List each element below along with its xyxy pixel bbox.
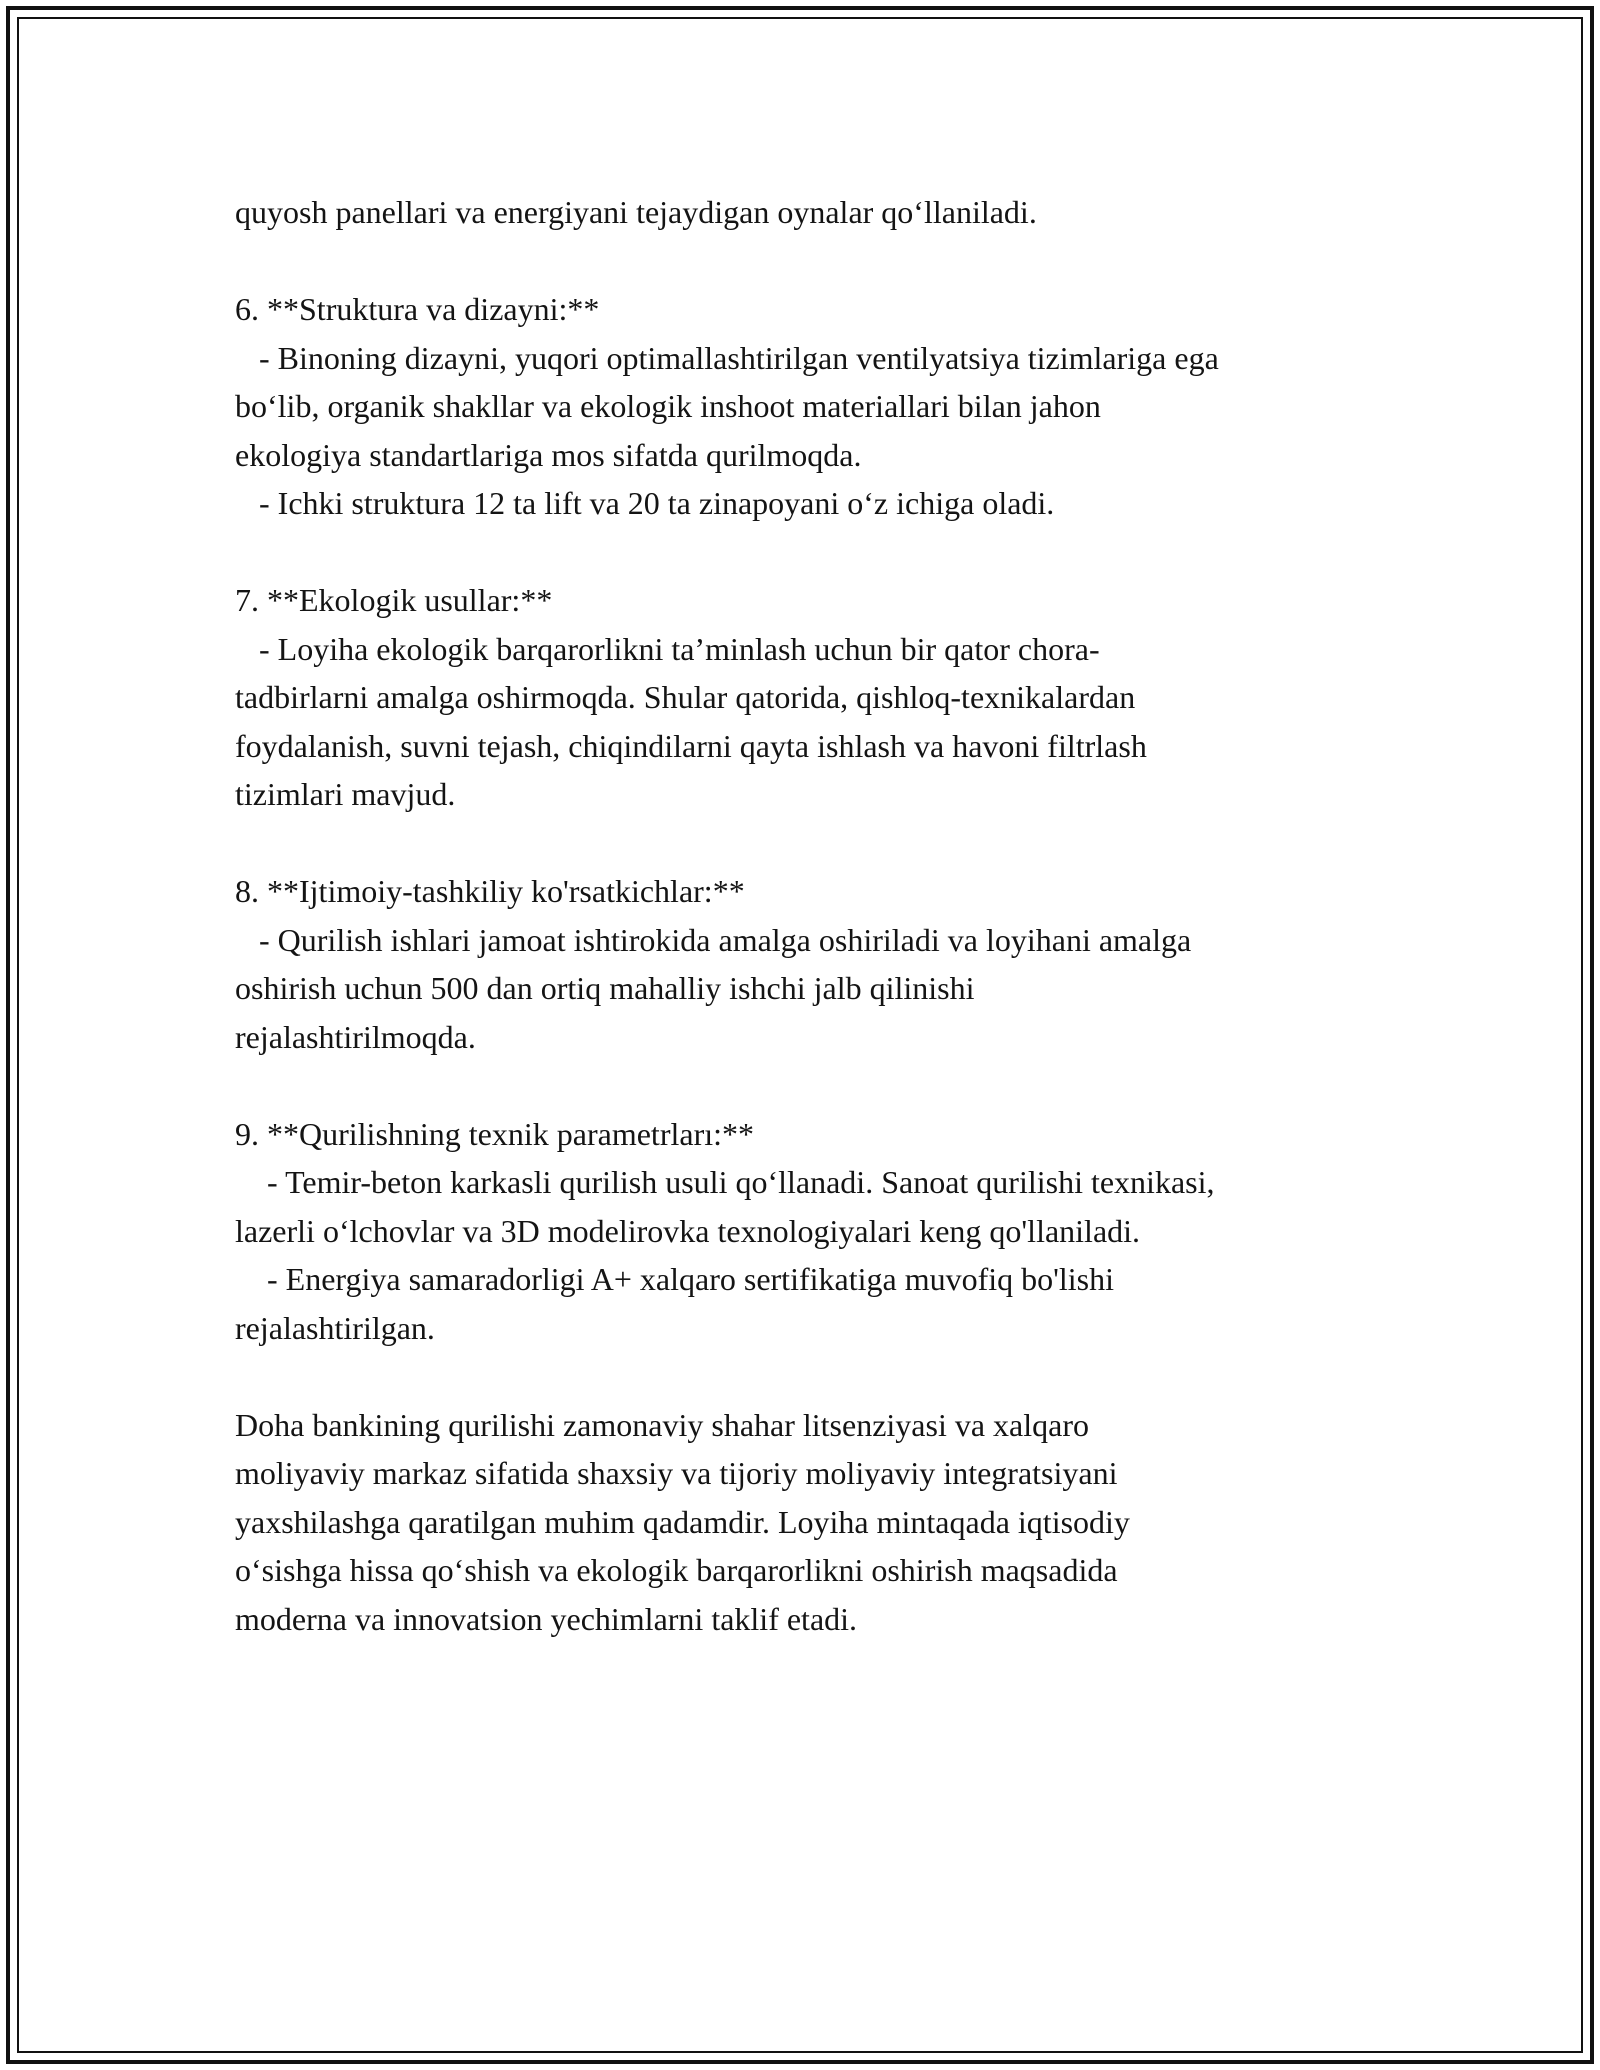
- section-heading-8: 8. **Ijtimoiy-tashkiliy ko'rsatkichlar:**: [235, 873, 745, 909]
- text-line: - Qurilish ishlari jamoat ishtirokida amalga oshiriladi va loyihani amalga: [235, 921, 1192, 958]
- text-line: - Energiya samaradorligi A+ xalqaro sertifikatiga muvofiq bo'lishi: [235, 1261, 1115, 1297]
- text-line: - Binoning dizayni, yuqori optimallashtirilgan ventilyatsiya tizimlariga ega: [235, 339, 1219, 376]
- conclusion-line: Doha bankining qurilishi zamonaviy shahar litsenziyasi va xalqaro: [235, 1406, 1089, 1443]
- blank-line: [235, 1352, 1385, 1401]
- text-line: - Temir-beton karkasli qurilish usuli qo‘llanadi. Sanoat qurilishi texnikasi,: [235, 1164, 1215, 1200]
- blank-line: [235, 528, 1385, 577]
- conclusion-line: moderna va innovatsion yechimlarni taklif etadi.: [235, 1600, 858, 1637]
- document-body: [235, 188, 1385, 1643]
- text-line: bo‘lib, organik shakllar va ekologik inshoot materiallari bilan jahon: [235, 388, 1101, 424]
- section-heading-7: 7. **Ekologik usullar:**: [235, 582, 553, 618]
- section-heading-9: 9. **Qurilishning texnik parametrları:**: [235, 1115, 754, 1152]
- text-line: rejalashtirilgan.: [235, 1309, 435, 1346]
- text-line: oshirish uchun 500 dan ortiq mahalliy ishchi jalb qilinishi: [235, 970, 975, 1006]
- blank-line: [235, 819, 1385, 868]
- text-line: tadbirlarni amalga oshirmoqda. Shular qatorida, qishloq-texnikalardan: [235, 679, 1136, 715]
- text-line: quyosh panellari va energiyani tejaydigan oynalar qo‘llaniladi.: [235, 194, 1037, 230]
- text-line: rejalashtirilmoqda.: [235, 1018, 476, 1055]
- blank-line: [235, 1061, 1385, 1110]
- conclusion-line: yaxshilashga qaratilgan muhim qadamdir. Loyiha mintaqada iqtisodiy: [235, 1503, 1130, 1540]
- section-heading-6: 6. **Struktura va dizayni:**: [235, 291, 600, 327]
- text-line: - Loyiha ekologik barqarorlikni ta’minlash uchun bir qator chora-: [235, 630, 1100, 667]
- blank-line: [235, 237, 1385, 286]
- conclusion-line: o‘sishga hissa qo‘shish va ekologik barqarorlikni oshirish maqsadida: [235, 1552, 1118, 1588]
- text-line: lazerli o‘lchovlar va 3D modelirovka texnologiyalari keng qo'llaniladi.: [235, 1212, 1141, 1249]
- text-line: foydalanish, suvni tejash, chiqindilarni qayta ishlash va havoni filtrlash: [235, 727, 1147, 764]
- text-line: tizimlari mavjud.: [235, 776, 456, 812]
- text-line: - Ichki struktura 12 ta lift va 20 ta zinapoyani o‘z ichiga oladi.: [235, 485, 1055, 521]
- conclusion-line: moliyaviy markaz sifatida shaxsiy va tijoriy moliyaviy integratsiyani: [235, 1455, 1118, 1491]
- text-line: ekologiya standartlariga mos sifatda qurilmoqda.: [235, 436, 862, 473]
